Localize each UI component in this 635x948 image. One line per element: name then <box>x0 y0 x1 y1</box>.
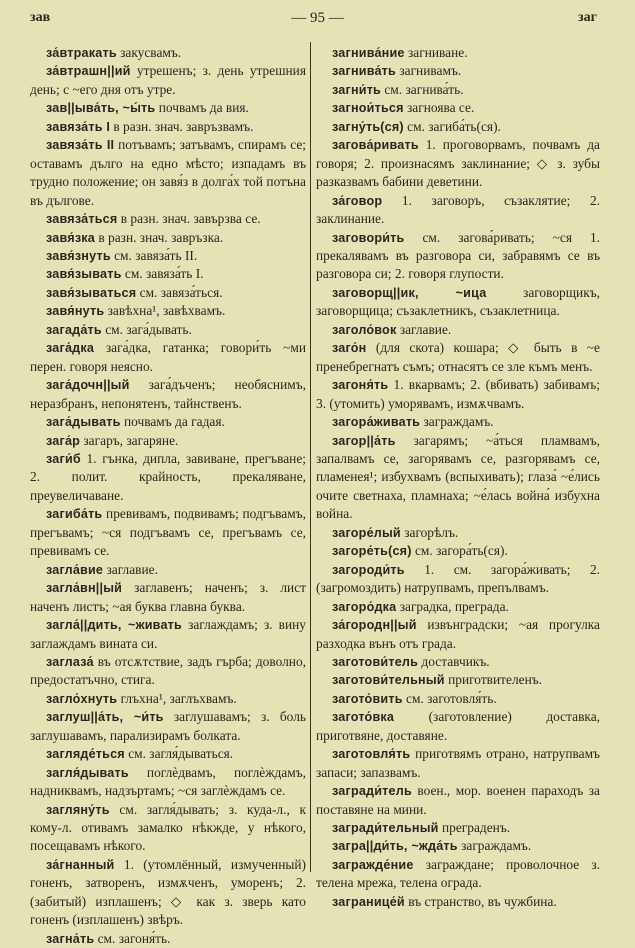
entry-headword: заговори́ть <box>332 230 405 245</box>
entry-headword: загоня́ть <box>332 378 389 393</box>
dictionary-entry <box>30 321 306 339</box>
entry-definition: 1. вкарвамъ; 2. (вбивать) забивамъ; 3. (утомить) уморявамъ, измѫчвамъ. <box>316 377 600 411</box>
entry-headword: загоре́ть(ся) <box>332 544 412 559</box>
left-guide-word: зав <box>30 10 51 25</box>
entry-definition: в разн. знач. завръзка. <box>95 229 224 245</box>
entry-definition: см. загиба́ть(ся). <box>403 118 501 134</box>
dictionary-entry <box>316 561 600 598</box>
dictionary-entry <box>316 837 600 855</box>
entry-definition: 1. (утомлённый, измученный) гоненъ, затворенъ, измѫченъ, уморенъ; 2. (забитый) изплашенъ; ◇ как з. зверь като гоненъ (изплашенъ) звѣръ. <box>30 856 306 928</box>
entry-definition: преграденъ. <box>438 820 511 836</box>
dictionary-entry <box>316 62 600 80</box>
entry-headword: зага́дочн||ый <box>46 378 130 393</box>
entry-definition: заграждамъ. <box>457 838 532 854</box>
entry-headword: завяза́ть II <box>46 138 115 153</box>
dictionary-entry <box>316 598 600 616</box>
entry-headword: за́втракать <box>46 46 117 60</box>
entry-headword: загради́тельный <box>332 821 439 836</box>
dictionary-entry <box>316 616 600 653</box>
entry-headword: загада́ть <box>46 322 102 337</box>
entry-headword: загнива́ние <box>332 46 405 60</box>
page-number: — 95 — <box>291 10 344 26</box>
entry-definition: приготвителенъ. <box>444 672 543 688</box>
entry-definition: заговорщикъ, заговорщица; съзаклетникъ, съзаклетница. <box>316 284 600 319</box>
dictionary-entry <box>30 708 306 745</box>
entry-definition: см. завяза́ть II. <box>110 247 198 263</box>
entry-definition: 1. проговорвамъ, почвамъ да говоря; 2. произнасямъ заклинание; ◇ з. зубы разказвамъ бабини деветини. <box>316 137 600 190</box>
entry-definition: заглаждамъ; з. вину заглаждамъ вината си. <box>30 617 307 651</box>
entry-definition: заглавие. <box>396 321 452 337</box>
entry-definition: зага́дъченъ; необяснимъ, неразбранъ, непонятенъ, тайнственъ. <box>30 377 306 411</box>
dictionary-entry <box>316 118 600 136</box>
dictionary-entry <box>316 671 600 689</box>
entry-definition: см. загля́дываться. <box>124 746 234 762</box>
entry-definition: загноява се. <box>403 100 475 116</box>
dictionary-entry <box>316 376 600 413</box>
entry-definition: 1. заговоръ, съзаклятие; 2. заклинание. <box>316 192 600 227</box>
entry-headword: заго́н <box>332 341 367 356</box>
entry-headword: загра||ди́ть, ~жда́ть <box>332 839 458 854</box>
dictionary-entry <box>30 376 306 413</box>
dictionary-entry <box>30 801 306 856</box>
dictionary-entry <box>316 284 600 321</box>
dictionary-entry <box>30 690 306 708</box>
entry-headword: заги́б <box>46 451 81 466</box>
entry-headword: заглаза́ <box>46 654 94 669</box>
dictionary-entry <box>30 339 306 376</box>
dictionary-entry <box>316 782 600 819</box>
dictionary-entry <box>30 284 306 302</box>
dictionary-entry <box>316 339 600 376</box>
entry-definition: загнивамъ. <box>395 63 462 79</box>
entry-headword: за́втрашн||ий <box>46 64 131 79</box>
entry-headword: завя́зывать <box>46 267 122 282</box>
dictionary-entry <box>316 653 600 671</box>
entry-headword: загнива́ть <box>332 64 396 79</box>
dictionary-entry <box>30 229 306 247</box>
dictionary-entry <box>316 192 600 229</box>
entry-headword: зага́р <box>46 433 81 448</box>
entry-headword: загото́вить <box>332 691 403 706</box>
entry-definition: загаръ, загаряне. <box>80 432 179 448</box>
entry-headword: загова́ривать <box>332 138 419 153</box>
entry-definition: 1. см. загора́живать; 2. (загромоздить) натрупвамъ, препълвамъ. <box>316 561 600 596</box>
left-column <box>30 44 306 948</box>
entry-headword: зага́дывать <box>46 415 121 430</box>
entry-definition: заглушавамъ; з. боль заглушавамъ, парализирамъ болката. <box>30 709 306 743</box>
dictionary-entry <box>30 450 306 505</box>
entry-definition: в разн. знач. завързва се. <box>117 211 261 227</box>
dictionary-entry <box>30 265 306 283</box>
entry-definition: закусвамъ. <box>116 45 182 60</box>
dictionary-entry <box>316 321 600 339</box>
entry-definition: утрешенъ; з. день утрешния день; с ~его дня отъ утре. <box>30 63 306 97</box>
entry-definition: 1. гънка, дипла, завиване, прегъване; 2. полит. крайность, прекаляване, преувеличаване. <box>30 450 306 503</box>
dictionary-entry <box>30 856 306 930</box>
entry-definition: заглавенъ; наченъ; з. лист наченъ листъ; ~ая буква главна буква. <box>30 580 306 614</box>
entry-definition: доставчикъ. <box>418 653 490 669</box>
dictionary-entry <box>30 413 306 431</box>
dictionary-entry <box>30 505 306 560</box>
entry-definition: см. загова́ривать; ~ся 1. прекалявамъ въ разговора си, забравямъ се въ разговора си; 2. говоря глупости. <box>316 229 600 282</box>
entry-definition: потъвамъ; затъвамъ, спирамъ се; оставамъ дълго на едно мѣсто; изпадамъ въ трудно положение; он завя́з в долга́х той потъна въ дългове. <box>30 137 307 208</box>
entry-definition: см. завяза́ть I. <box>121 266 204 282</box>
entry-headword: загло́хнуть <box>46 691 118 706</box>
entry-definition: см. завяза́ться. <box>136 284 223 300</box>
dictionary-entry <box>316 81 600 99</box>
dictionary-entry <box>30 44 306 62</box>
entry-definition: загарямъ; ~а́ться пламвамъ, запалвамъ се, загорявамъ се, разгорявамъ се, пламенея¹; избухвамъ (вспыхивать); глаза́ ~е́лись очите светнаха, пламнаха; ~е́лась война́ избухна война. <box>316 432 600 522</box>
entry-headword: загнои́ться <box>332 101 404 116</box>
dictionary-entry <box>30 247 306 265</box>
entry-headword: завя́зываться <box>46 285 137 300</box>
entry-definition: воен., мор. военен параходъ за поставяне на мини. <box>316 783 600 817</box>
entry-headword: загото́вка <box>332 710 395 725</box>
entry-headword: загоро́дка <box>332 599 397 614</box>
entry-definition: зага́дка, гатанка; говори́ть ~ми перен. говоря неясно. <box>30 340 306 374</box>
dictionary-entry <box>30 745 306 763</box>
entry-definition: въ отсѫтствие, задъ гърба; доволно, предостатъчно, стига. <box>30 653 306 688</box>
entry-definition: заградка, преграда. <box>396 598 509 614</box>
dictionary-entry <box>316 542 600 560</box>
entry-definition: заглавие. <box>103 561 158 577</box>
dictionary-entry <box>30 616 306 653</box>
dictionary-entry <box>316 432 600 524</box>
dictionary-entry <box>30 432 306 450</box>
dictionary-entry <box>30 136 306 210</box>
entry-definition: (заготовление) доставка, приготвяне, доставяне. <box>316 709 600 743</box>
dictionary-entry <box>30 930 306 948</box>
entry-headword: загла́вие <box>46 562 104 577</box>
entry-definition: приготвямъ отрано, натрупвамъ запаси; запазвамъ. <box>316 746 600 780</box>
entry-definition: загорѣлъ. <box>400 524 459 540</box>
dictionary-entry <box>30 62 306 99</box>
entry-headword: загни́ть <box>332 82 382 97</box>
entry-headword: загороди́ть <box>332 562 405 577</box>
column-divider <box>310 42 311 872</box>
dictionary-entry <box>316 708 600 745</box>
entry-headword: за́городн||ый <box>332 618 417 633</box>
entry-headword: завя́зка <box>46 230 95 245</box>
entry-headword: загляде́ться <box>46 747 125 762</box>
right-guide-word: заг <box>578 10 597 25</box>
entry-headword: завяза́ться <box>46 212 118 227</box>
entry-headword: завя́нуть <box>46 304 105 319</box>
entry-headword: загиба́ть <box>46 507 103 522</box>
dictionary-entry <box>30 561 306 579</box>
entry-headword: заготови́тель <box>332 654 419 669</box>
entry-definition: см. загора́ть(ся). <box>411 543 508 559</box>
entry-definition: загниване. <box>404 45 468 60</box>
entry-headword: заглуш||а́ть, ~и́ть <box>46 710 164 725</box>
right-column <box>316 44 600 911</box>
entry-definition: см. загоня́ть. <box>94 930 171 946</box>
entry-definition: въ странство, въ чужбина. <box>404 893 557 909</box>
dictionary-entry <box>316 524 600 542</box>
entry-headword: загна́ть <box>46 931 95 946</box>
dictionary-entry <box>316 413 600 431</box>
entry-headword: заготови́тельный <box>332 673 445 688</box>
entry-headword: завяза́ть I <box>46 119 111 134</box>
entry-headword: загла́||дить, ~живать <box>46 618 182 633</box>
entry-definition: глъхна¹, заглъхвамъ. <box>117 690 237 706</box>
entry-headword: за́гнанный <box>46 857 115 872</box>
dictionary-entry <box>316 745 600 782</box>
dictionary-entry <box>30 579 306 616</box>
entry-definition: заграждане; проволочное з. телена мрежа, телена ограда. <box>316 856 600 891</box>
dictionary-entry <box>30 210 306 228</box>
entry-headword: загоре́лый <box>332 525 401 540</box>
dictionary-entry <box>316 690 600 708</box>
dictionary-entry <box>316 136 600 191</box>
entry-headword: заголо́вок <box>332 322 397 337</box>
entry-headword: загора́живать <box>332 415 421 430</box>
entry-definition: см. зага́дывать. <box>101 321 192 337</box>
dictionary-entry <box>316 44 600 62</box>
dictionary-entry <box>30 118 306 136</box>
entry-definition: почвамъ да гадая. <box>120 414 225 430</box>
entry-definition: в разн. знач. завръзвамъ. <box>110 118 254 134</box>
entry-headword: загражде́ние <box>332 857 414 872</box>
dictionary-entry <box>30 764 306 801</box>
dictionary-entry <box>316 856 600 893</box>
entry-headword: загну́ть(ся) <box>332 119 404 134</box>
entry-headword: загранице́й <box>332 894 405 909</box>
running-header <box>0 8 635 28</box>
dictionary-entry <box>316 99 600 117</box>
entry-definition: см. заготовля́ть. <box>402 690 497 706</box>
entry-definition: извънградски; ~ая прогулка разходка вънъ отъ града. <box>316 617 600 651</box>
entry-definition: заграждамъ. <box>420 414 494 430</box>
entry-definition: (для скота) кошара; ◇ быть в ~е пренебрегнатъ съмъ; отнасятъ се зле къмъ менъ. <box>316 340 600 374</box>
entry-headword: загла́вн||ый <box>46 581 123 596</box>
dictionary-entry <box>316 819 600 837</box>
entry-headword: загради́тель <box>332 784 412 799</box>
entry-headword: загля́дывать <box>46 765 129 780</box>
entry-headword: загляну́ть <box>46 802 110 817</box>
entry-headword: заготовля́ть <box>332 747 411 762</box>
dictionary-entry <box>316 229 600 284</box>
entry-definition: превивамъ, подвивамъ; подгъвамъ, прегъвамъ; ~ся подгъвамъ се, прегъвамъ се, превивамъ се. <box>30 506 306 559</box>
entry-headword: завя́знуть <box>46 248 111 263</box>
entry-definition: см. загнива́ть. <box>381 81 464 97</box>
entry-headword: заговорщ||ик, ~ица <box>332 285 487 300</box>
dictionary-entry <box>30 653 306 690</box>
entry-headword: загор||а́ть <box>332 433 396 448</box>
dictionary-entry <box>30 302 306 320</box>
entry-definition: почвамъ да вия. <box>155 100 249 116</box>
dictionary-entry <box>30 99 306 117</box>
entry-headword: зага́дка <box>46 341 95 356</box>
entry-definition: завѣхна¹, завѣхвамъ. <box>104 303 226 319</box>
entry-definition: поглѐдвамъ, поглѐждамъ, надниквамъ, надзъртамъ; ~ся заглѐждамъ се. <box>30 764 306 799</box>
entry-definition: см. загля́дывать; з. куда-л., к кому-л. отивамъ замалко нѣкжде, у нѣкого, посещавамъ нѣкого. <box>30 801 306 854</box>
entry-headword: за́говор <box>332 193 383 208</box>
entry-headword: зав||ыва́ть, ~ы́ть <box>46 101 156 116</box>
